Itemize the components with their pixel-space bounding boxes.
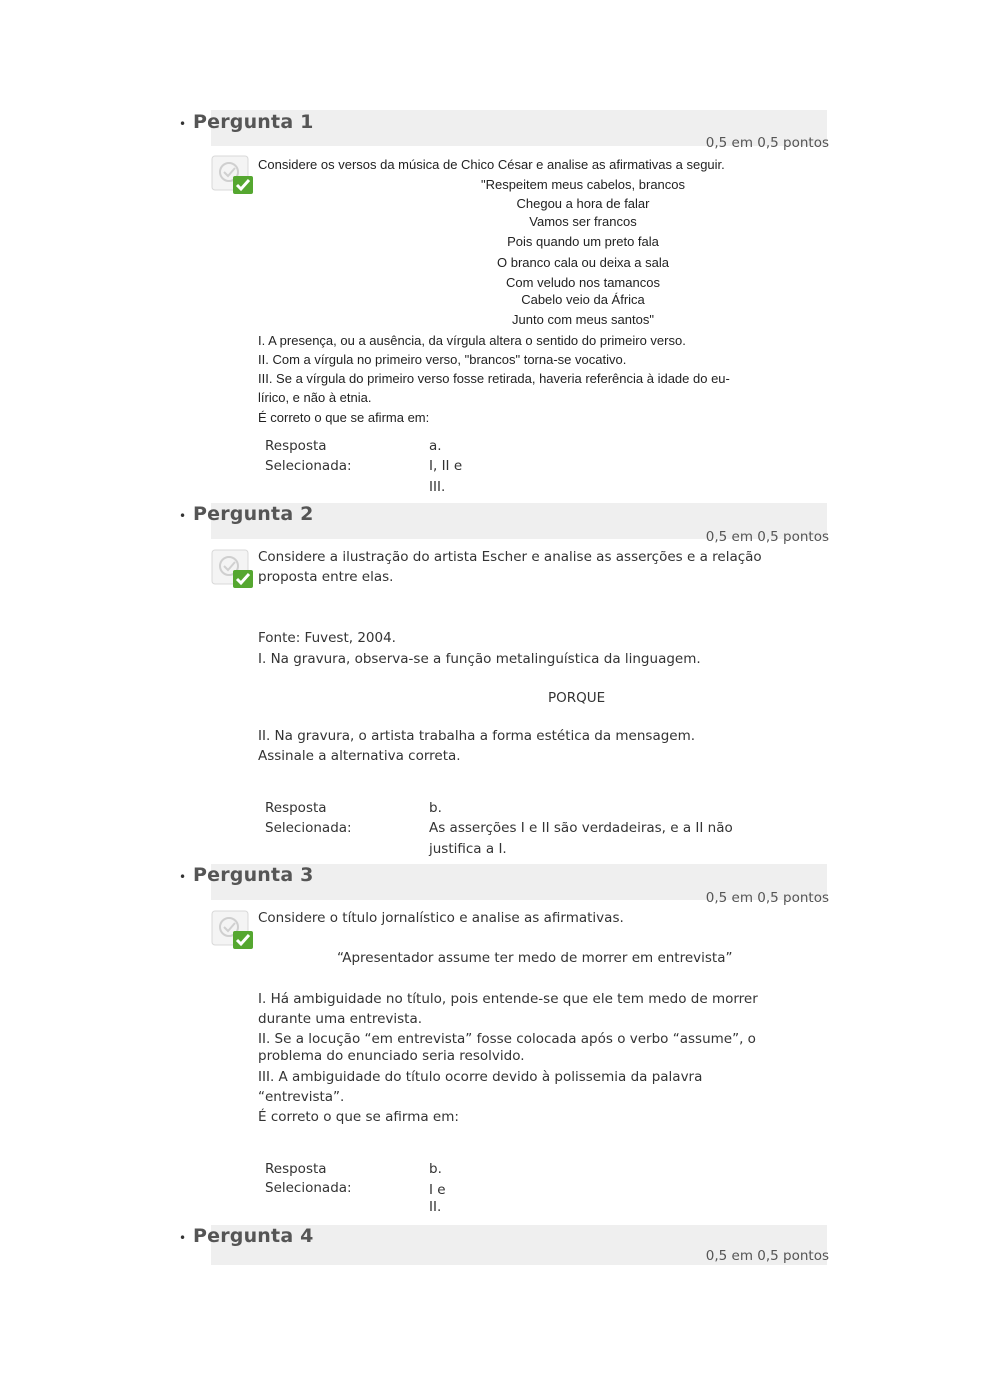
- question-1-intro: Considere os versos da música de Chico César e analise as afirmativas a seguir.: [258, 157, 725, 172]
- question-2-intro-line: Considere a ilustração do artista Escher e analise as asserções e a relação: [258, 549, 762, 565]
- answer-value: III.: [429, 479, 446, 495]
- question-4-title: Pergunta 4: [193, 1225, 314, 1247]
- answer-label: Selecionada:: [265, 820, 352, 836]
- correct-answer-icon: [211, 549, 255, 589]
- bullet-icon: •: [179, 1231, 187, 1245]
- question-2-instruction: Assinale a alternativa correta.: [258, 748, 461, 764]
- question-2-intro-line: proposta entre elas.: [258, 569, 394, 585]
- verse-line: Vamos ser francos: [529, 214, 637, 229]
- question-1-points: 0,5 em 0,5 pontos: [705, 135, 829, 151]
- question-3-points: 0,5 em 0,5 pontos: [705, 890, 829, 906]
- statement-line: II. Com a vírgula no primeiro verso, "brancos" torna-se vocativo.: [258, 352, 627, 367]
- question-3-headline: “Apresentador assume ter medo de morrer em entrevista”: [337, 950, 733, 966]
- verse-line: Chegou a hora de falar: [516, 196, 650, 211]
- question-3-intro: Considere o título jornalístico e analise as afirmativas.: [258, 910, 624, 926]
- answer-label: Resposta: [265, 800, 327, 816]
- answer-value: I e: [429, 1182, 446, 1198]
- verse-line: Cabelo veio da África: [521, 292, 645, 307]
- correct-answer-icon: [211, 910, 255, 950]
- statement-line: durante uma entrevista.: [258, 1011, 423, 1027]
- statement-line: II. Se a locução “em entrevista” fosse colocada após o verbo “assume”, o: [258, 1031, 756, 1047]
- assertion-1: I. Na gravura, observa-se a função metalinguística da linguagem.: [258, 651, 701, 667]
- answer-label: Resposta: [265, 438, 327, 454]
- assertion-connector: PORQUE: [548, 690, 606, 706]
- verse-line: Junto com meus santos": [512, 312, 654, 327]
- answer-value: b.: [429, 800, 442, 816]
- question-2-title: Pergunta 2: [193, 503, 314, 525]
- statement-line: I. Há ambiguidade no título, pois entende-se que ele tem medo de morrer: [258, 991, 758, 1007]
- bullet-icon: •: [179, 117, 187, 131]
- bullet-icon: •: [179, 870, 187, 884]
- bullet-icon: •: [179, 509, 187, 523]
- answer-value: a.: [429, 438, 442, 454]
- statement-line: É correto o que se afirma em:: [258, 1109, 459, 1125]
- verse-line: "Respeitem meus cabelos, brancos: [480, 177, 686, 192]
- answer-value: justifica a I.: [429, 841, 507, 857]
- correct-answer-icon: [211, 155, 255, 195]
- assertion-2: II. Na gravura, o artista trabalha a forma estética da mensagem.: [258, 728, 696, 744]
- question-4-points: 0,5 em 0,5 pontos: [705, 1248, 829, 1264]
- answer-label: Resposta: [265, 1161, 327, 1177]
- question-1-title: Pergunta 1: [193, 111, 314, 133]
- answer-value: II.: [429, 1199, 442, 1215]
- question-3-title: Pergunta 3: [193, 864, 314, 886]
- statement-line: III. Se a vírgula do primeiro verso fosse retirada, haveria referência à idade do eu-: [258, 371, 730, 386]
- statement-line: III. A ambiguidade do título ocorre devido à polissemia da palavra: [258, 1069, 703, 1085]
- verse-line: Pois quando um preto fala: [507, 234, 659, 249]
- statement-line: “entrevista”.: [258, 1089, 345, 1105]
- question-2-points: 0,5 em 0,5 pontos: [705, 529, 829, 545]
- answer-label: Selecionada:: [265, 458, 352, 474]
- verse-line: Com veludo nos tamancos: [506, 275, 660, 290]
- statement-line: lírico, e não à etnia.: [258, 390, 372, 405]
- answer-label: Selecionada:: [265, 1180, 352, 1196]
- statement-line: É correto o que se afirma em:: [258, 410, 430, 425]
- answer-value: As asserções I e II são verdadeiras, e a II não: [429, 820, 733, 836]
- answer-value: I, II e: [429, 458, 463, 474]
- answer-value: b.: [429, 1161, 442, 1177]
- question-2-source: Fonte: Fuvest, 2004.: [258, 630, 396, 646]
- statement-line: problema do enunciado seria resolvido.: [258, 1048, 525, 1064]
- verse-line: O branco cala ou deixa a sala: [497, 255, 669, 270]
- statement-line: I. A presença, ou a ausência, da vírgula altera o sentido do primeiro verso.: [258, 333, 686, 348]
